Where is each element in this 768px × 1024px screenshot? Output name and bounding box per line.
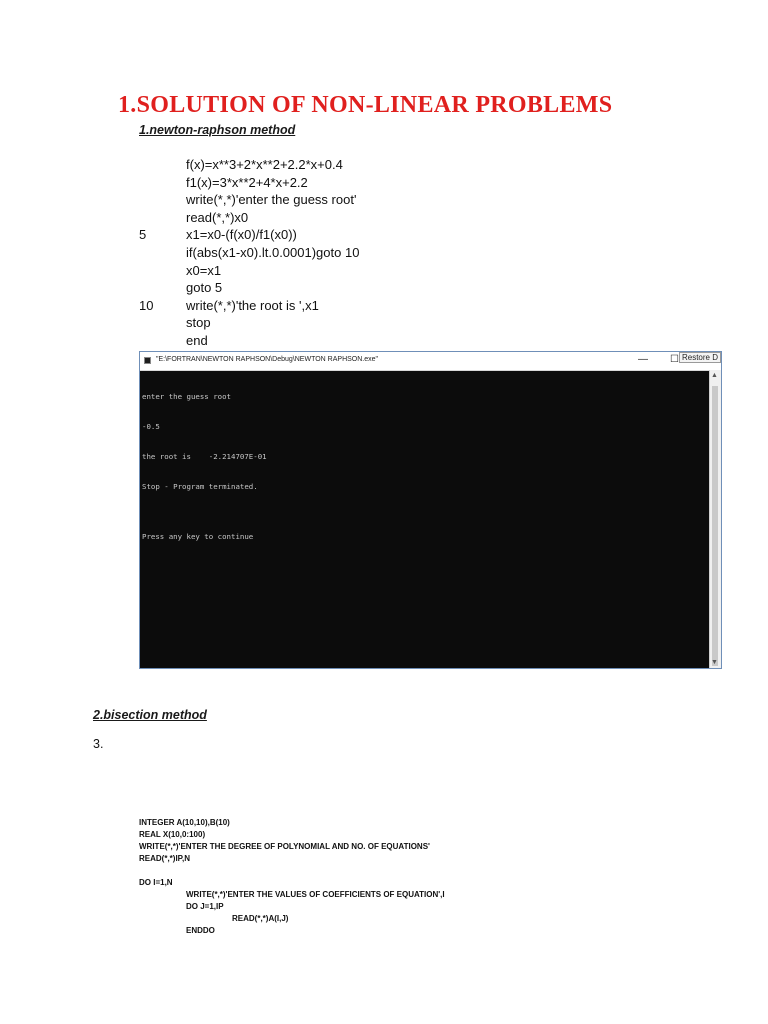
code2-line: DO J=1,IP: [186, 902, 224, 911]
console-window: [139, 351, 722, 669]
code2-line: READ(*,*)IP,N: [139, 854, 190, 863]
console-line: the root is -2.214707E-01: [142, 452, 267, 461]
code-line: write(*,*)'enter the guess root': [186, 192, 357, 208]
scroll-thumb[interactable]: [712, 386, 718, 666]
scroll-up-arrow-icon[interactable]: ▲: [711, 372, 718, 379]
code2-line: INTEGER A(10,10),B(10): [139, 818, 230, 827]
code-line: f1(x)=3*x**2+4*x+2.2: [186, 174, 308, 190]
newton-raphson-code: [186, 156, 359, 350]
scroll-down-arrow-icon[interactable]: ▼: [711, 659, 718, 666]
code-line: stop: [186, 315, 211, 331]
code2-line: WRITE(*,*)'ENTER THE DEGREE OF POLYNOMIAL AND NO. OF EQUATIONS': [139, 842, 430, 851]
newton-raphson-heading: 1.newton-raphson method: [139, 123, 296, 137]
maximize-button[interactable]: ☐: [670, 354, 679, 365]
page-title: 1.SOLUTION OF NON-LINEAR PROBLEMS: [118, 92, 613, 118]
console-line: enter the guess root: [142, 392, 231, 401]
console-titlebar[interactable]: [140, 352, 721, 371]
code-line: goto 5: [186, 280, 223, 296]
console-line: Press any key to continue: [142, 532, 254, 541]
code-line: read(*,*)x0: [186, 209, 249, 225]
console-line: Stop - Program terminated.: [142, 482, 258, 491]
console-scrollbar[interactable]: [709, 370, 721, 668]
console-title: "E:\FORTRAN\NEWTON RAPHSON\Debug\NEWTON RAPHSON.exe": [156, 356, 379, 363]
code-line: x0=x1: [186, 262, 222, 278]
console-output: [142, 372, 707, 562]
code2-line: READ(*,*)A(I,J): [232, 914, 289, 923]
code2-line: WRITE(*,*)'ENTER THE VALUES OF COEFFICIENTS OF EQUATION',I: [186, 890, 445, 899]
code2-line: REAL X(10,0:100): [139, 830, 206, 839]
statement-label-10: 10: [139, 298, 154, 313]
bisection-heading: 2.bisection method: [93, 708, 207, 722]
console-app-icon: [144, 357, 151, 364]
code-line: if(abs(x1-x0).lt.0.0001)goto 10: [186, 244, 360, 260]
code2-line: DO I=1,N: [139, 878, 173, 887]
code-line: f(x)=x**3+2*x**2+2.2*x+0.4: [186, 157, 343, 172]
console-line: -0.5: [142, 422, 160, 431]
code-line: x1=x0-(f(x0)/f1(x0)): [186, 227, 297, 243]
code-line: write(*,*)'the root is ',x1: [186, 297, 319, 313]
minimize-button[interactable]: —: [638, 354, 648, 365]
statement-label-5: 5: [139, 227, 147, 242]
code2-line: ENDDO: [186, 926, 215, 935]
section-3-number: 3.: [93, 737, 104, 751]
code-line: end: [186, 332, 208, 348]
restore-tooltip: Restore D: [679, 352, 721, 363]
